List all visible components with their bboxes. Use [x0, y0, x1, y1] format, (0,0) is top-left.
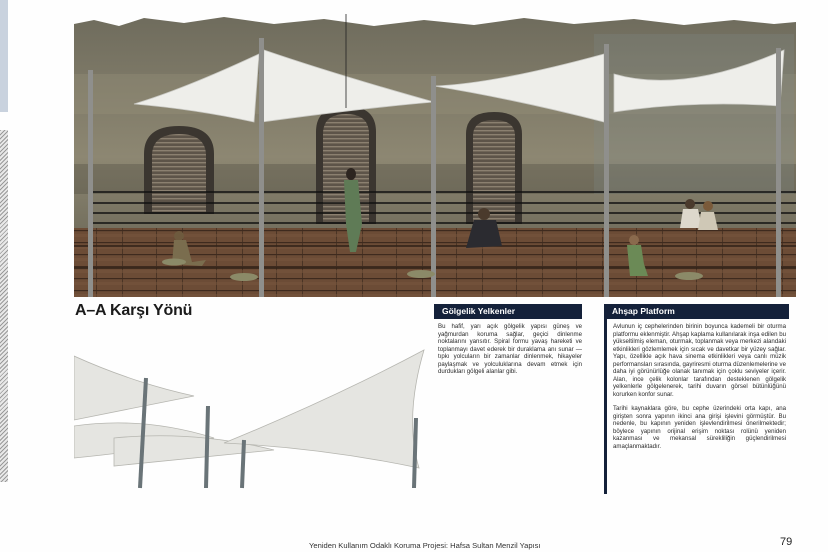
- page-title: A–A Karşı Yönü: [75, 302, 193, 319]
- section-body-platform: [613, 323, 786, 457]
- sail-detail-illustration: [74, 338, 434, 493]
- section-rule: [604, 319, 607, 494]
- elevation-illustration: [74, 14, 796, 297]
- paragraph: Bu hafif, yarı açık gölgelik yapısı güneş ve yağmurdan koruma sağlar, geçici dinlenme noktalarını yansıtır. Spiral formu yavaş hareketi ve toplanmayı davet ederek bir duraklama anı sunar — tıpkı yolcuların bir zamanlar dinlenmek, hikayeler paylaşmak ve yolculuklarına devam etmek için durdukları gölgeli alanlar gibi.: [438, 323, 582, 375]
- edge-tab-blue: [0, 0, 8, 112]
- arched-window-right: [466, 112, 522, 224]
- paragraph: Tarihi kaynaklara göre, bu cephe üzerindeki orta kapı, ana girişten sonra yapının ikinci ana girişi işlevini görmüştür. Bu nedenle, bu kapının yeniden işlevlendirilmesi önerilmektedir; böylece yapının orijinal erişim noktası rolünü yeniden kazanması ve mekansal sürekliliğin güçlendirilmesi amaçlanmaktadır.: [613, 405, 786, 450]
- arched-window-left: [144, 126, 214, 214]
- section-body-sails: [438, 323, 582, 383]
- paragraph: Avlunun iç cephelerinden birinin boyunca kademeli bir oturma platformu eklenmiştir. Ahşap kaplama kullanılarak inşa edilen bu yükseltilmiş eleman, oturmak, toplanmak veya merkezi alandaki etkinlikleri gözlemlemek için sıcak ve davetkar bir yüzey sağlar. Yapı, özellikle açık hava sinema etkinlikleri veya canlı müzik performansları sırasında, gayriresmi oturma düzenlemelerine ve daha iyi görünürlüğe olanak tanımak için çoklu seviyeler içerir. Alan, ince çelik kolonlar tarafından desteklenen gölgelik yelkenlerle gölgelenerek, tarihi duvarın görsel bütünlüğünü korurken konfor sunar.: [613, 323, 786, 398]
- page-number: 79: [780, 536, 793, 548]
- section-heading-platform: Ahşap Platform: [604, 304, 789, 319]
- page-footer: Yeniden Kullanım Odaklı Koruma Projesi: Hafsa Sultan Menzil Yapısı: [309, 541, 541, 550]
- section-heading-sails: Gölgelik Yelkenler: [434, 304, 582, 319]
- edge-hatch-pattern: [0, 130, 8, 482]
